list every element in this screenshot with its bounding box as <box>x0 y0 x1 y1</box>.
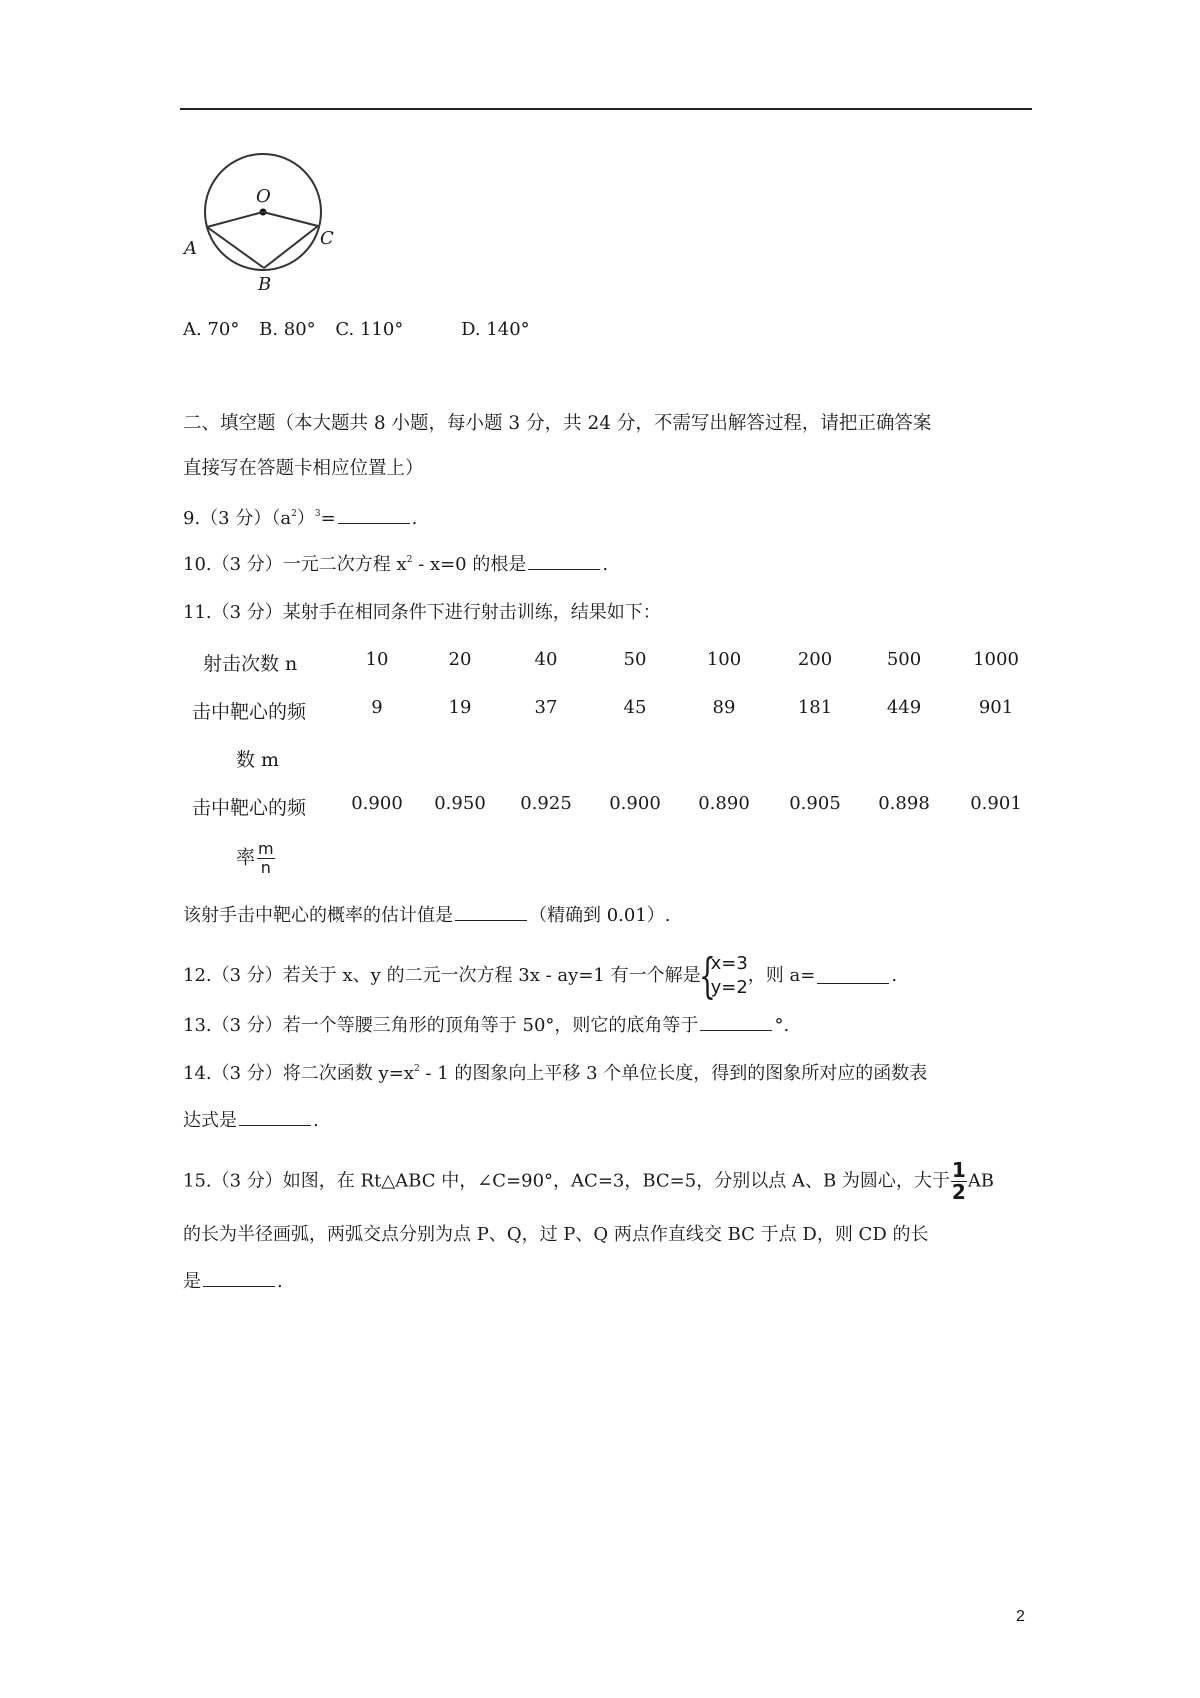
segment-oa <box>207 212 263 227</box>
label-c: C <box>320 228 334 249</box>
question-14-line2 <box>183 1108 319 1134</box>
option-b: B. 80° <box>259 319 316 340</box>
table-cell: 1000 <box>973 649 1019 670</box>
q10-exp: 2 <box>406 555 413 565</box>
table-cell: 0.900 <box>351 793 403 814</box>
q10-mid: - x=0 的根是 <box>412 554 527 575</box>
q15-line1: 15.（3 分）如图，在 Rt△ABC 中，∠C=90°，AC=3，BC=5，分别以点 A、B 为圆心，大于 <box>183 1170 950 1192</box>
q9-mid: ） <box>296 508 315 529</box>
q8-options <box>183 317 530 343</box>
q9-prefix: 9.（3 分）（a <box>183 508 292 529</box>
table-cell: 50 <box>623 649 647 670</box>
q11-question-text: 该射手击中靶心的概率的估计值是 <box>183 905 453 926</box>
table-cell: 200 <box>797 649 833 670</box>
label-o: O <box>256 186 271 207</box>
row2-label-line1: 击中靶心的频 <box>192 701 307 723</box>
question-15-line2: 的长为半径画弧，两弧交点分别为点 P、Q，过 P、Q 两点作直线交 BC 于点 D，则 CD 的长 <box>183 1224 929 1245</box>
q13-end: °. <box>774 1015 790 1036</box>
q11-stem: 11.（3 分）某射手在相同条件下进行射击训练，结果如下： <box>183 602 661 623</box>
table-cell: 449 <box>886 697 922 718</box>
table-cell: 10 <box>365 649 389 670</box>
frac-denominator: 2 <box>951 1180 966 1204</box>
header-rule <box>180 108 1032 110</box>
q10-prefix: 10.（3 分）一元二次方程 x <box>183 554 407 575</box>
q10-end: . <box>602 554 609 575</box>
q13-answer-blank[interactable] <box>700 1016 772 1031</box>
circle-figure <box>180 150 350 300</box>
question-12 <box>183 948 898 1004</box>
page-number: 2 <box>1016 1608 1025 1625</box>
frac-numerator: 1 <box>951 1158 966 1182</box>
table-cell: 0.898 <box>878 793 930 814</box>
table-cell: 89 <box>712 697 736 718</box>
q9-exp1: 2 <box>291 509 297 519</box>
table-cell: 0.905 <box>789 793 841 814</box>
table-cell: 0.925 <box>520 793 572 814</box>
question-13 <box>183 1013 789 1039</box>
q12-answer-blank[interactable] <box>817 969 889 984</box>
q9-end: . <box>411 508 418 529</box>
table-cell: 0.900 <box>609 793 661 814</box>
question-15-line3 <box>183 1269 283 1295</box>
row3-label-text: 率 <box>236 846 256 869</box>
row3-label-line1: 击中靶心的频 <box>192 797 307 819</box>
segment-oc <box>263 212 318 226</box>
q9-suffix: = <box>320 508 336 529</box>
q14-prefix: 14.（3 分）将二次函数 y=x <box>183 1063 414 1084</box>
section2-heading-line2: 直接写在答题卡相应位置上） <box>183 458 424 479</box>
q15-line1-end: AB <box>967 1170 995 1192</box>
table-cell: 901 <box>978 697 1014 718</box>
question-14-line1 <box>183 1061 927 1087</box>
label-a: A <box>184 238 197 259</box>
frac-numerator: m <box>258 839 274 858</box>
q14-answer-blank[interactable] <box>239 1111 311 1126</box>
table-cell: 19 <box>448 697 472 718</box>
q11-answer-blank[interactable] <box>455 906 527 921</box>
table-cell: 20 <box>448 649 472 670</box>
question-10 <box>183 552 608 578</box>
q12-equation-system <box>698 948 748 1004</box>
q15-fraction <box>951 1160 967 1203</box>
table-cell: 0.901 <box>970 793 1022 814</box>
section2-heading-line1: 二、填空题（本大题共 8 小题，每小题 3 分，共 24 分，不需写出解答过程，请把正确答案 <box>183 413 932 434</box>
table-cell: 37 <box>534 697 558 718</box>
table-cell: 45 <box>623 697 647 718</box>
row3-label-line2 <box>236 840 275 877</box>
q15-line3: 是 <box>183 1271 201 1292</box>
question-9 <box>183 506 417 532</box>
q9-exp2: 3 <box>314 509 321 519</box>
q10-answer-blank[interactable] <box>528 555 600 570</box>
frac-denominator: n <box>260 858 271 877</box>
table-cell: 100 <box>706 649 742 670</box>
q11-question-end: （精确到 0.01）. <box>529 905 671 926</box>
q12-prefix: 12.（3 分）若关于 x、y 的二元一次方程 3x - ay=1 有一个解是 <box>183 965 701 986</box>
table-cell: 9 <box>371 697 383 718</box>
q12-end: . <box>891 965 898 986</box>
row1-label: 射击次数 n <box>203 653 298 675</box>
q14-line2: 达式是 <box>183 1110 237 1131</box>
brace-icon: { <box>698 948 716 1004</box>
label-b: B <box>258 274 272 295</box>
q14-mid: - 1 的图象向上平移 3 个单位长度，得到的图象所对应的函数表 <box>419 1063 928 1084</box>
table-cell: 0.890 <box>698 793 750 814</box>
table-cell: 40 <box>534 649 558 670</box>
q14-exp: 2 <box>413 1064 420 1074</box>
q12-eq2: y=2 <box>710 977 748 998</box>
row2-label-line2: 数 m <box>236 749 280 771</box>
table-cell: 181 <box>797 697 833 718</box>
table-cell: 500 <box>886 649 922 670</box>
q15-end: . <box>277 1271 283 1292</box>
option-c: C. 110° <box>335 319 404 340</box>
q15-answer-blank[interactable] <box>203 1272 275 1287</box>
q12-mid: ，则 a= <box>747 965 816 986</box>
row3-fraction <box>257 840 275 877</box>
option-d: D. 140° <box>461 319 530 340</box>
table-cell: 0.950 <box>434 793 486 814</box>
question-15-line1 <box>183 1160 994 1204</box>
q13-prefix: 13.（3 分）若一个等腰三角形的顶角等于 50°，则它的底角等于 <box>183 1015 699 1036</box>
q11-question <box>183 903 671 929</box>
option-a: A. 70° <box>183 319 240 340</box>
q14-end: . <box>313 1110 319 1131</box>
q9-answer-blank[interactable] <box>338 509 410 524</box>
segment-ab <box>207 227 264 268</box>
q12-eq1: x=3 <box>710 953 748 974</box>
